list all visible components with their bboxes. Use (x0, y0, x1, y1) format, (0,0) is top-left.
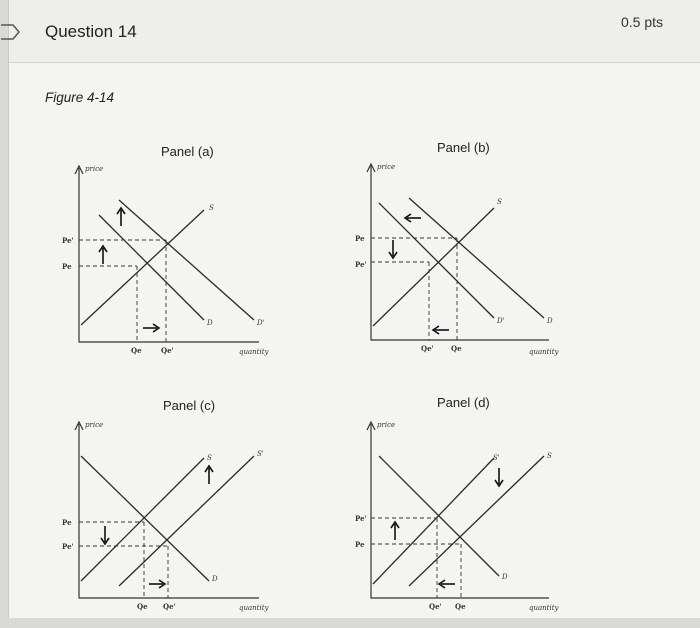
price-label: Pe (355, 540, 365, 549)
demand-label: D' (257, 319, 265, 327)
panel-d-diagram (349, 416, 579, 626)
quantity-label: Qe' (429, 602, 442, 611)
panel-a-title: Panel (a) (161, 144, 214, 159)
demand-label: D (207, 319, 213, 327)
quantity-label: Qe (451, 344, 462, 353)
supply-curve (81, 210, 204, 325)
price-label: Pe' (355, 514, 367, 523)
supply-label: S' (493, 454, 500, 462)
price-label: Pe (62, 262, 72, 271)
panel-a-diagram (59, 160, 289, 370)
price-axis (79, 168, 259, 342)
page-bottom-edge (0, 618, 700, 628)
supply-label: S (207, 454, 212, 462)
supply-label: S (209, 204, 214, 212)
question-header (9, 0, 700, 63)
chevron-right-icon[interactable] (0, 24, 23, 40)
demand-curve (99, 215, 204, 320)
price-axis-label: price (377, 421, 396, 429)
demand-label: D (547, 317, 553, 325)
price-label: Pe' (62, 542, 74, 551)
price-label: Pe (355, 234, 365, 243)
points-value: 0.5 pts (620, 14, 663, 30)
question-card (8, 0, 700, 628)
quantity-label: Qe' (163, 602, 176, 611)
question-title: Question 14 (45, 22, 137, 41)
supply-curve (373, 208, 494, 326)
price-axis-label: price (85, 421, 104, 429)
price-label: Pe' (355, 260, 367, 269)
price-axis-label: price (377, 163, 396, 171)
quantity-axis-label: quantity (529, 348, 559, 356)
price-axis-label: price (85, 165, 104, 173)
panel-b-diagram (349, 158, 579, 368)
quantity-label: Qe (455, 602, 466, 611)
panel-d-title: Panel (d) (437, 395, 490, 410)
demand-curve-shifted (379, 203, 494, 318)
quantity-axis-label: quantity (239, 348, 269, 356)
quantity-axis-label: quantity (239, 604, 269, 612)
demand-label: D (212, 575, 218, 583)
price-label: Pe (62, 518, 72, 527)
quantity-label: Qe (131, 346, 142, 355)
panel-c-diagram (59, 416, 289, 626)
quantity-label: Qe (137, 602, 148, 611)
price-label: Pe' (62, 236, 74, 245)
quantity-axis-label: quantity (529, 604, 559, 612)
supply-label: S (497, 198, 502, 206)
demand-label: D (502, 573, 508, 581)
figure-label: Figure 4-14 (45, 90, 115, 105)
supply-label: S' (257, 450, 264, 458)
demand-label: D' (497, 317, 505, 325)
supply-label: S (547, 452, 552, 460)
quantity-label: Qe' (161, 346, 174, 355)
quantity-label: Qe' (421, 344, 434, 353)
panel-c-title: Panel (c) (163, 398, 216, 413)
panel-b-title: Panel (b) (437, 140, 490, 155)
